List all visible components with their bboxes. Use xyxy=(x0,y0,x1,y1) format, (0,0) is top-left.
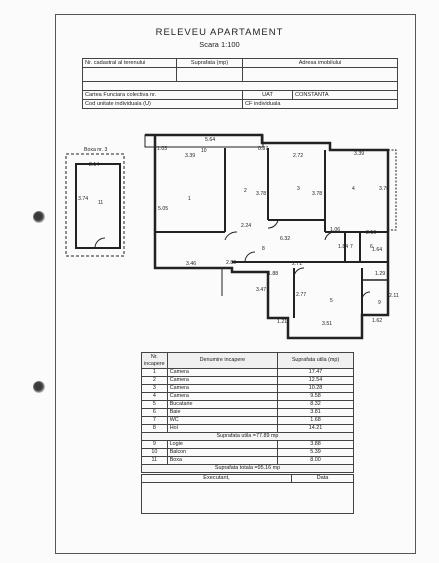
dim-label: 2.14 xyxy=(89,162,100,168)
dim-label: 1.64 xyxy=(372,247,383,253)
dim-label: 3.39 xyxy=(354,151,365,157)
surface-label: Suprafata (mp) xyxy=(177,59,243,67)
dim-label: 5.64 xyxy=(205,137,216,143)
col-nr-header: Nr. incapere xyxy=(142,353,168,369)
dim-label: 2.71 xyxy=(292,261,303,267)
dim-label: 3.78 xyxy=(256,191,267,197)
room-number: 2 xyxy=(244,188,247,194)
dim-label: 1.29 xyxy=(375,271,386,277)
dim-label: 1.03 xyxy=(157,146,168,152)
room-number: 4 xyxy=(352,186,355,192)
room-number: 9 xyxy=(378,300,381,306)
table-row: 8 Hol 14.21 xyxy=(142,425,354,433)
dim-label: 1.62 xyxy=(372,318,383,324)
door-arc xyxy=(225,232,237,240)
col-area-header: Suprafata utila (mp) xyxy=(278,353,354,369)
door-arc xyxy=(362,292,370,300)
room-number: 1 xyxy=(188,196,191,202)
useful-total-row: Suprafata utila =77.89 mp xyxy=(142,433,354,441)
dim-label: 3.70 xyxy=(379,186,390,192)
col-name-header: Denumire incapere xyxy=(167,353,277,369)
table-row: 3 Camera 10.28 xyxy=(142,385,354,393)
dim-label: 2.11 xyxy=(389,293,399,299)
cadastral-label: Nr. cadastral al terenului xyxy=(83,59,177,67)
room-number: 5 xyxy=(330,298,333,304)
dim-label: 3.39 xyxy=(185,153,196,159)
cellar-outline xyxy=(66,154,124,256)
dim-label: 3.78 xyxy=(312,191,323,197)
dim-label: 2.16 xyxy=(366,230,377,236)
apartment-outer-wall xyxy=(145,135,388,338)
land-book-label: Cartea Funciara colectiva nr. xyxy=(83,91,243,99)
document-title: RELEVEU APARTAMENT xyxy=(155,27,284,38)
dim-label: 2.88 xyxy=(226,260,237,266)
cf-label: CF individuala xyxy=(245,101,281,107)
dim-label: 3.47 xyxy=(256,287,267,293)
address-label: Adresa imobilului xyxy=(298,60,342,66)
dim-label: 2.24 xyxy=(241,223,252,229)
table-row: 9 Logie 3.88 xyxy=(142,441,354,449)
room-number: 6 xyxy=(370,244,373,250)
dim-label: 6.32 xyxy=(280,236,291,242)
door-arc xyxy=(325,232,335,240)
table-row: 5 Bucatarie 8.32 xyxy=(142,401,354,409)
dim-label: 2.72 xyxy=(293,153,304,159)
door-arc xyxy=(268,220,278,228)
table-row: 11 Boxa 8.00 xyxy=(142,457,354,465)
executant-box xyxy=(141,474,354,514)
door-arc xyxy=(245,252,255,262)
cellar-walls xyxy=(76,164,120,248)
table-row: 2 Camera 12.54 xyxy=(142,377,354,385)
grand-total-row: Suprafata totala =95.16 mp xyxy=(142,465,354,473)
dim-label: 1.06 xyxy=(330,227,341,233)
room-number: 7 xyxy=(350,244,353,250)
room-number: 3 xyxy=(297,186,300,192)
dim-label: 5.05 xyxy=(158,206,169,212)
dim-label: 3.46 xyxy=(186,261,197,267)
uat-label: UAT xyxy=(243,91,293,99)
room-number: 8 xyxy=(262,246,265,252)
table-row: 4 Camera 9.58 xyxy=(142,393,354,401)
table-row: 7 WC 1.68 xyxy=(142,417,354,425)
dim-label: 1.84 xyxy=(338,244,349,250)
room-number: 11 xyxy=(98,200,104,206)
uat-value: CONSTANTA xyxy=(295,92,329,98)
executant-label: Executant, xyxy=(142,475,292,482)
table-row: 1 Camera 17.47 xyxy=(142,369,354,377)
dim-label: 1.88 xyxy=(268,271,279,277)
door-arc xyxy=(294,268,304,276)
table-row: 6 Baie 3.81 xyxy=(142,409,354,417)
dim-label: 0.87 xyxy=(258,146,269,152)
rooms-table xyxy=(141,352,354,473)
room-number: 10 xyxy=(201,148,207,154)
cellar-door xyxy=(95,238,105,248)
date-label: Data xyxy=(316,475,329,481)
dim-label: 3.51 xyxy=(322,321,333,327)
scale-label: Scara 1:100 xyxy=(199,40,240,49)
cellar-label: Boxa nr. 3 xyxy=(84,147,108,153)
table-row: 10 Balcon 5.39 xyxy=(142,449,354,457)
unit-code-label: Cod unitate individuala (U) xyxy=(83,100,243,108)
dim-label: 3.74 xyxy=(78,196,89,202)
dim-label: 2.77 xyxy=(296,292,307,298)
dim-label: 1.21 xyxy=(277,319,288,325)
